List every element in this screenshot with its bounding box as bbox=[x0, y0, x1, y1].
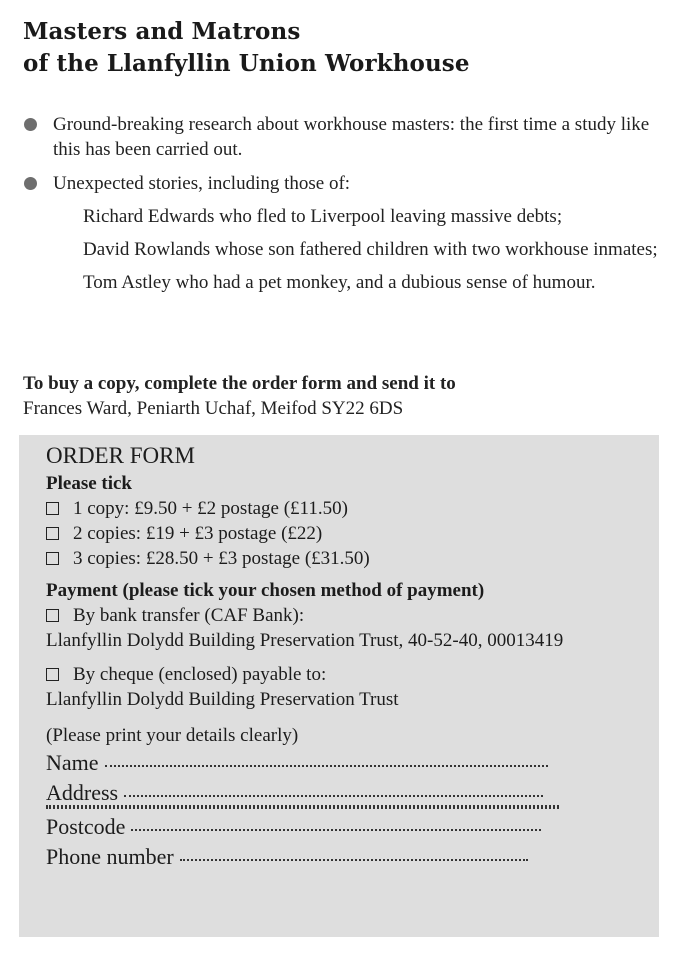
tick-heading: Please tick bbox=[46, 473, 133, 494]
address-field-line-1[interactable] bbox=[124, 795, 543, 797]
postal-address: Frances Ward, Peniarth Uchaf, Meifod SY22 6DS bbox=[23, 398, 404, 419]
address-field-label: Address bbox=[46, 780, 119, 805]
checkbox-three-copies[interactable] bbox=[46, 552, 59, 565]
order-form bbox=[19, 435, 659, 937]
checkbox-one-copy[interactable] bbox=[46, 502, 59, 515]
purchase-instruction-text: To buy a copy, complete the order form and send it to bbox=[23, 373, 456, 394]
story-item-tom-astley: Tom Astley who had a pet monkey, and a dubious sense of humour. bbox=[83, 272, 596, 293]
checkbox-bank-transfer[interactable] bbox=[46, 609, 59, 622]
story-item-david-rowlands: David Rowlands whose son fathered children with two workhouse inmates; bbox=[83, 239, 658, 260]
phone-field-line[interactable] bbox=[180, 859, 528, 861]
book-title-line-2: of the Llanfyllin Union Workhouse bbox=[23, 50, 470, 77]
address-field[interactable] bbox=[46, 778, 646, 808]
option-three-copies[interactable] bbox=[46, 546, 646, 571]
feature-text: Unexpected stories, including those of: bbox=[53, 173, 351, 194]
feature-list bbox=[23, 112, 673, 295]
bullet-dot-icon bbox=[24, 177, 37, 190]
bank-transfer-label: By bank transfer (CAF Bank): bbox=[73, 605, 305, 626]
story-item-richard-edwards: Richard Edwards who fled to Liverpool leaving massive debts; bbox=[83, 206, 563, 227]
print-note: (Please print your details clearly) bbox=[46, 725, 299, 746]
phone-field[interactable] bbox=[46, 842, 646, 872]
phone-field-label: Phone number bbox=[46, 844, 174, 869]
name-field[interactable] bbox=[46, 748, 646, 778]
address-field-line-3[interactable] bbox=[46, 807, 559, 809]
cheque-payee: Llanfyllin Dolydd Building Preservation Trust bbox=[46, 689, 399, 710]
postcode-field-line[interactable] bbox=[131, 829, 541, 831]
option-label: 2 copies: £19 + £3 postage (£22) bbox=[73, 523, 323, 544]
option-one-copy[interactable] bbox=[46, 496, 646, 521]
story-list bbox=[23, 204, 673, 295]
cheque-label: By cheque (enclosed) payable to: bbox=[73, 664, 327, 685]
feature-text: Ground-breaking research about workhouse masters: the first time a study like this has been carried out. bbox=[53, 114, 650, 160]
payment-heading: Payment (please tick your chosen method of payment) bbox=[46, 580, 485, 601]
order-form-title: ORDER FORM bbox=[46, 443, 195, 468]
postcode-field-label: Postcode bbox=[46, 814, 126, 839]
book-title bbox=[23, 16, 470, 80]
checkbox-two-copies[interactable] bbox=[46, 527, 59, 540]
name-field-label: Name bbox=[46, 750, 99, 775]
checkbox-cheque[interactable] bbox=[46, 668, 59, 681]
feature-bullet-stories bbox=[23, 171, 673, 196]
purchase-instructions bbox=[23, 371, 456, 421]
bullet-dot-icon bbox=[24, 118, 37, 131]
name-field-line[interactable] bbox=[105, 765, 548, 767]
book-title-line-1: Masters and Matrons bbox=[23, 18, 301, 45]
postcode-field[interactable] bbox=[46, 812, 646, 842]
feature-bullet-research bbox=[23, 112, 673, 162]
payment-bank-transfer[interactable] bbox=[46, 603, 646, 628]
option-label: 1 copy: £9.50 + £2 postage (£11.50) bbox=[73, 498, 348, 519]
bank-details: Llanfyllin Dolydd Building Preservation Trust, 40-52-40, 00013419 bbox=[46, 630, 564, 651]
payment-cheque[interactable] bbox=[46, 662, 646, 687]
option-label: 3 copies: £28.50 + £3 postage (£31.50) bbox=[73, 548, 370, 569]
option-two-copies[interactable] bbox=[46, 521, 646, 546]
